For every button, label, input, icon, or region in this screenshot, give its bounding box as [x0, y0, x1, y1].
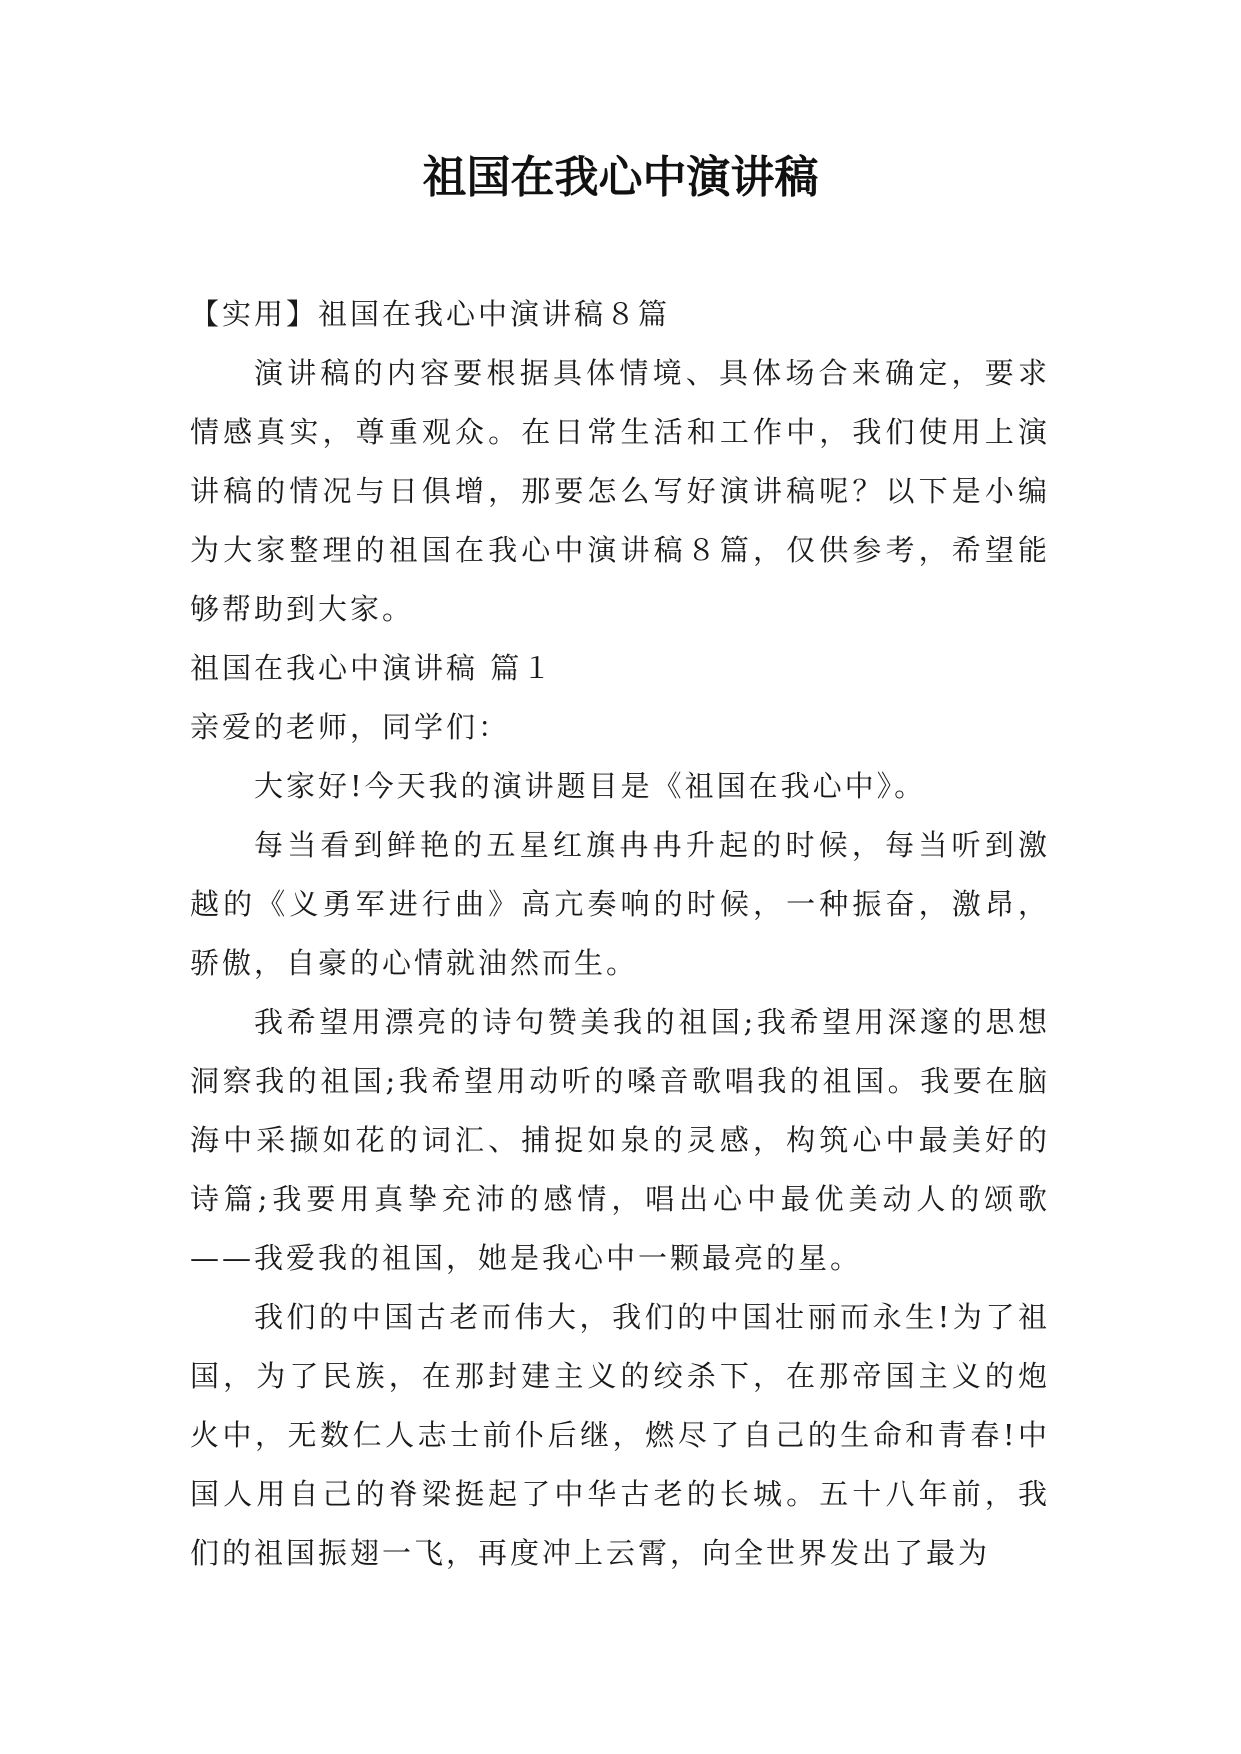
document-title: 祖国在我心中演讲稿	[422, 152, 819, 203]
section-heading: 祖国在我心中演讲稿 篇１	[190, 651, 555, 685]
body-paragraph: 大家好!今天我的演讲题目是《祖国在我心中》。	[254, 769, 927, 803]
body-paragraph: 我们的中国古老而伟大，我们的中国壮丽而永生!为了祖国，为了民族，在那封建主义的绞杀下，在那帝国主义的炮火中，无数仁人志士前仆后继，燃尽了自己的生命和青春!中国人用自己的脊梁挺起了中华古老的长城。五十八年前，我们的祖国振翅一飞，再度冲上云霄，向全世界发出了最为	[190, 1300, 1050, 1570]
body-paragraph: 每当看到鲜艳的五星红旗冉冉升起的时候，每当听到激越的《义勇军进行曲》高亢奏响的时候，一种振奋，激昂，骄傲，自豪的心情就油然而生。	[190, 828, 1050, 980]
subtitle-line: 【实用】祖国在我心中演讲稿８篇	[190, 297, 671, 331]
document-body	[190, 285, 1050, 1583]
body-paragraph: 我希望用漂亮的诗句赞美我的祖国;我希望用深邃的思想洞察我的祖国;我希望用动听的嗓音歌唱我的祖国。我要在脑海中采撷如花的词汇、捕捉如泉的灵感，构筑心中最美好的诗篇;我要用真挚充沛的感情，唱出心中最优美动人的颂歌——我爱我的祖国，她是我心中一颗最亮的星。	[190, 1005, 1050, 1275]
salutation: 亲爱的老师，同学们：	[190, 710, 511, 744]
intro-paragraph: 演讲稿的内容要根据具体情境、具体场合来确定，要求情感真实，尊重观众。在日常生活和工作中，我们使用上演讲稿的情况与日俱增，那要怎么写好演讲稿呢？以下是小编为大家整理的祖国在我心中演讲稿８篇，仅供参考，希望能够帮助到大家。	[190, 356, 1050, 626]
